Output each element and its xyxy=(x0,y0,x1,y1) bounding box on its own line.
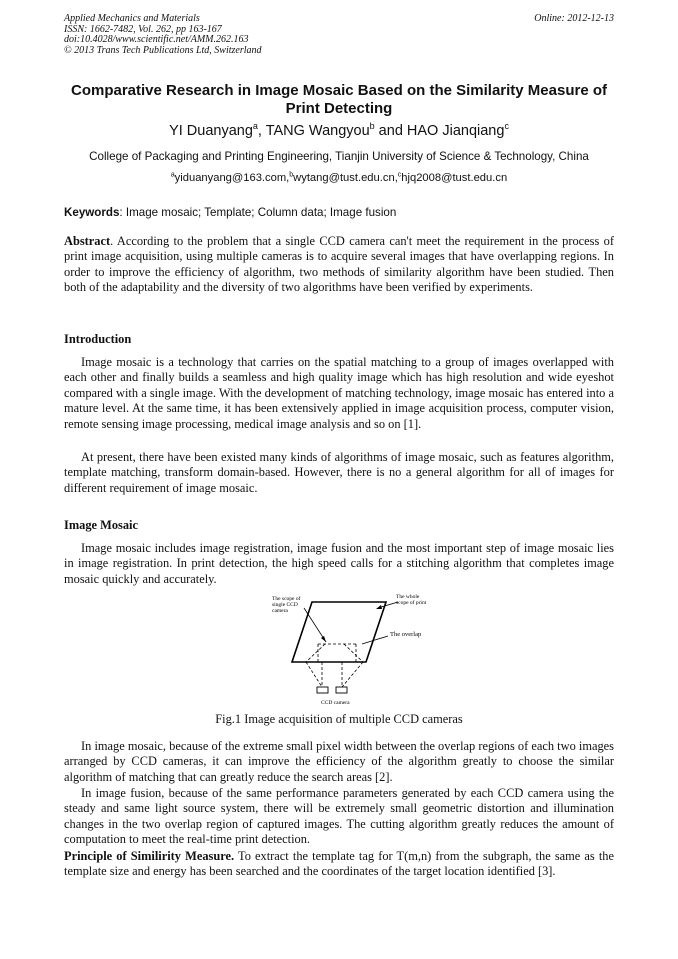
image-mosaic-paragraph-1: Image mosaic includes image registration, image fusion and the most important step of image mosaic lies in image registration. In print detection, the high speed calls for a stitching algorithm that completes image mosaic quickly and accurately. xyxy=(64,541,614,586)
author-list xyxy=(0,123,678,140)
issn-line: ISSN: 1662-7482, Vol. 262, pp 163-167 xyxy=(64,23,222,35)
camera-ray xyxy=(306,662,322,687)
figure-label-whole-scope: scope of print xyxy=(396,600,427,606)
email-separator: , xyxy=(286,172,290,184)
principle-text: To extract the template tag for T(m,n) from the subgraph, the same as the template size and energy has been searched and the coordinates of the target location identified [3]. xyxy=(64,849,614,879)
email-separator: , xyxy=(394,172,398,184)
email-address[interactable]: wytang@tust.edu.cn xyxy=(293,172,395,184)
image-mosaic-paragraph-2: In image mosaic, because of the extreme small pixel width between the overlap regions of each two images arranged by CCD cameras, it can improve the efficiency of the algorithm greatly to choose the similar algorithm of matching that can greatly reduce the search areas [2]. xyxy=(64,739,614,784)
author-affil-mark: c xyxy=(504,121,509,132)
author-affil-mark: a xyxy=(252,121,258,132)
principle-paragraph xyxy=(64,849,614,880)
keywords-text: : Image mosaic; Template; Column data; Image fusion xyxy=(119,206,397,219)
scope-boundary xyxy=(306,644,325,662)
figure-label-whole-scope: The whole xyxy=(396,594,420,600)
email-mark: a xyxy=(170,171,175,179)
affiliation: College of Packaging and Printing Engineering, Tianjin University of Science & Technology, China xyxy=(89,150,589,163)
principle-label: Principle of Similirity Measure. xyxy=(64,849,235,863)
figure-1 xyxy=(270,592,440,706)
paper-title: Comparative Research in Image Mosaic Based on the Similarity Measure of Print Detecting xyxy=(70,82,607,117)
abstract xyxy=(64,234,614,296)
image-mosaic-paragraph-3: In image fusion, because of the same performance parameters generated by each CCD camera using the steady and same light source system, there will be extremely small geometric distortion and illumination changes in the two overlap region of captured images. The cutting algorithm greatly reduces the amount of computation to meet the real-time print detection. xyxy=(64,786,614,847)
doi-line[interactable]: doi:10.4028/www.scientific.net/AMM.262.163 xyxy=(64,34,249,46)
journal-info xyxy=(64,14,614,56)
scope-boundary xyxy=(344,644,363,662)
email-address[interactable]: yiduanyang@163.com xyxy=(174,172,287,184)
author-name: YI Duanyang xyxy=(169,123,253,139)
author-name: TANG Wangyou xyxy=(265,123,370,139)
keywords xyxy=(64,206,616,220)
running-header xyxy=(64,14,614,56)
keywords-label: Keywords xyxy=(64,206,120,219)
arrow-head xyxy=(376,605,382,609)
author-separator: and xyxy=(374,123,407,139)
figure-label-ccd-camera: CCD camera xyxy=(321,700,350,706)
ccd-diagram xyxy=(270,592,440,706)
online-date: Online: 2012-12-13 xyxy=(534,13,614,24)
abstract-text: . According to the problem that a single CCD camera can't meet the requirement in the process of print image acquisition, using multiple cameras is to acquire several images that have overlapping regions. In order to improve the efficiency of algorithm, two methods of similarity algorithm have been studied. Then both of the adaptability and the diversity of two algorithms have been verified by experiments. xyxy=(64,234,614,295)
section-heading-introduction: Introduction xyxy=(64,332,132,346)
figure-caption: Fig.1 Image acquisition of multiple CCD cameras xyxy=(215,712,463,726)
figure-label-single-scope: camera xyxy=(272,608,288,614)
figure-label-overlap: The overlap xyxy=(390,631,422,638)
email-address[interactable]: hjq2008@tust.edu.cn xyxy=(401,172,508,184)
introduction-paragraph-2: At present, there have been existed many kinds of algorithms of image mosaic, such as features algorithm, template matching, transform domain-based. However, there is no a general algorithm for all of images for different requirement of image mosaic. xyxy=(64,450,614,495)
introduction-paragraph-1: Image mosaic is a technology that carries on the spatial matching to a group of images overlapped with each other and finally builds a seamless and high quality image which has high resolution and wide eyeshot compared with a single image. With the development of matching technology, image mosaic has entered into a mature level. At the same time, it has been extensively applied in image acquisition process, computer vision, remote sensing image processing, medical image analysis and so on [1]. xyxy=(64,355,614,431)
author-separator: , xyxy=(257,123,266,139)
copyright-line: © 2013 Trans Tech Publications Ltd, Switzerland xyxy=(64,44,262,56)
ccd-camera-right xyxy=(336,687,347,693)
author-affil-mark: b xyxy=(369,121,375,132)
ccd-camera-left xyxy=(317,687,328,693)
figure-label-single-scope: The scope of xyxy=(272,596,301,602)
email-mark: c xyxy=(397,171,402,179)
email-mark: b xyxy=(289,171,294,179)
arrow-head xyxy=(321,636,326,642)
author-emails xyxy=(0,171,678,185)
section-heading-image-mosaic: Image Mosaic xyxy=(64,518,138,532)
abstract-label: Abstract xyxy=(64,234,111,248)
author-name: HAO Jianqiang xyxy=(406,123,505,139)
journal-name: Applied Mechanics and Materials xyxy=(64,13,200,24)
figure-label-single-scope: single CCD xyxy=(272,602,298,608)
camera-ray xyxy=(342,662,363,687)
